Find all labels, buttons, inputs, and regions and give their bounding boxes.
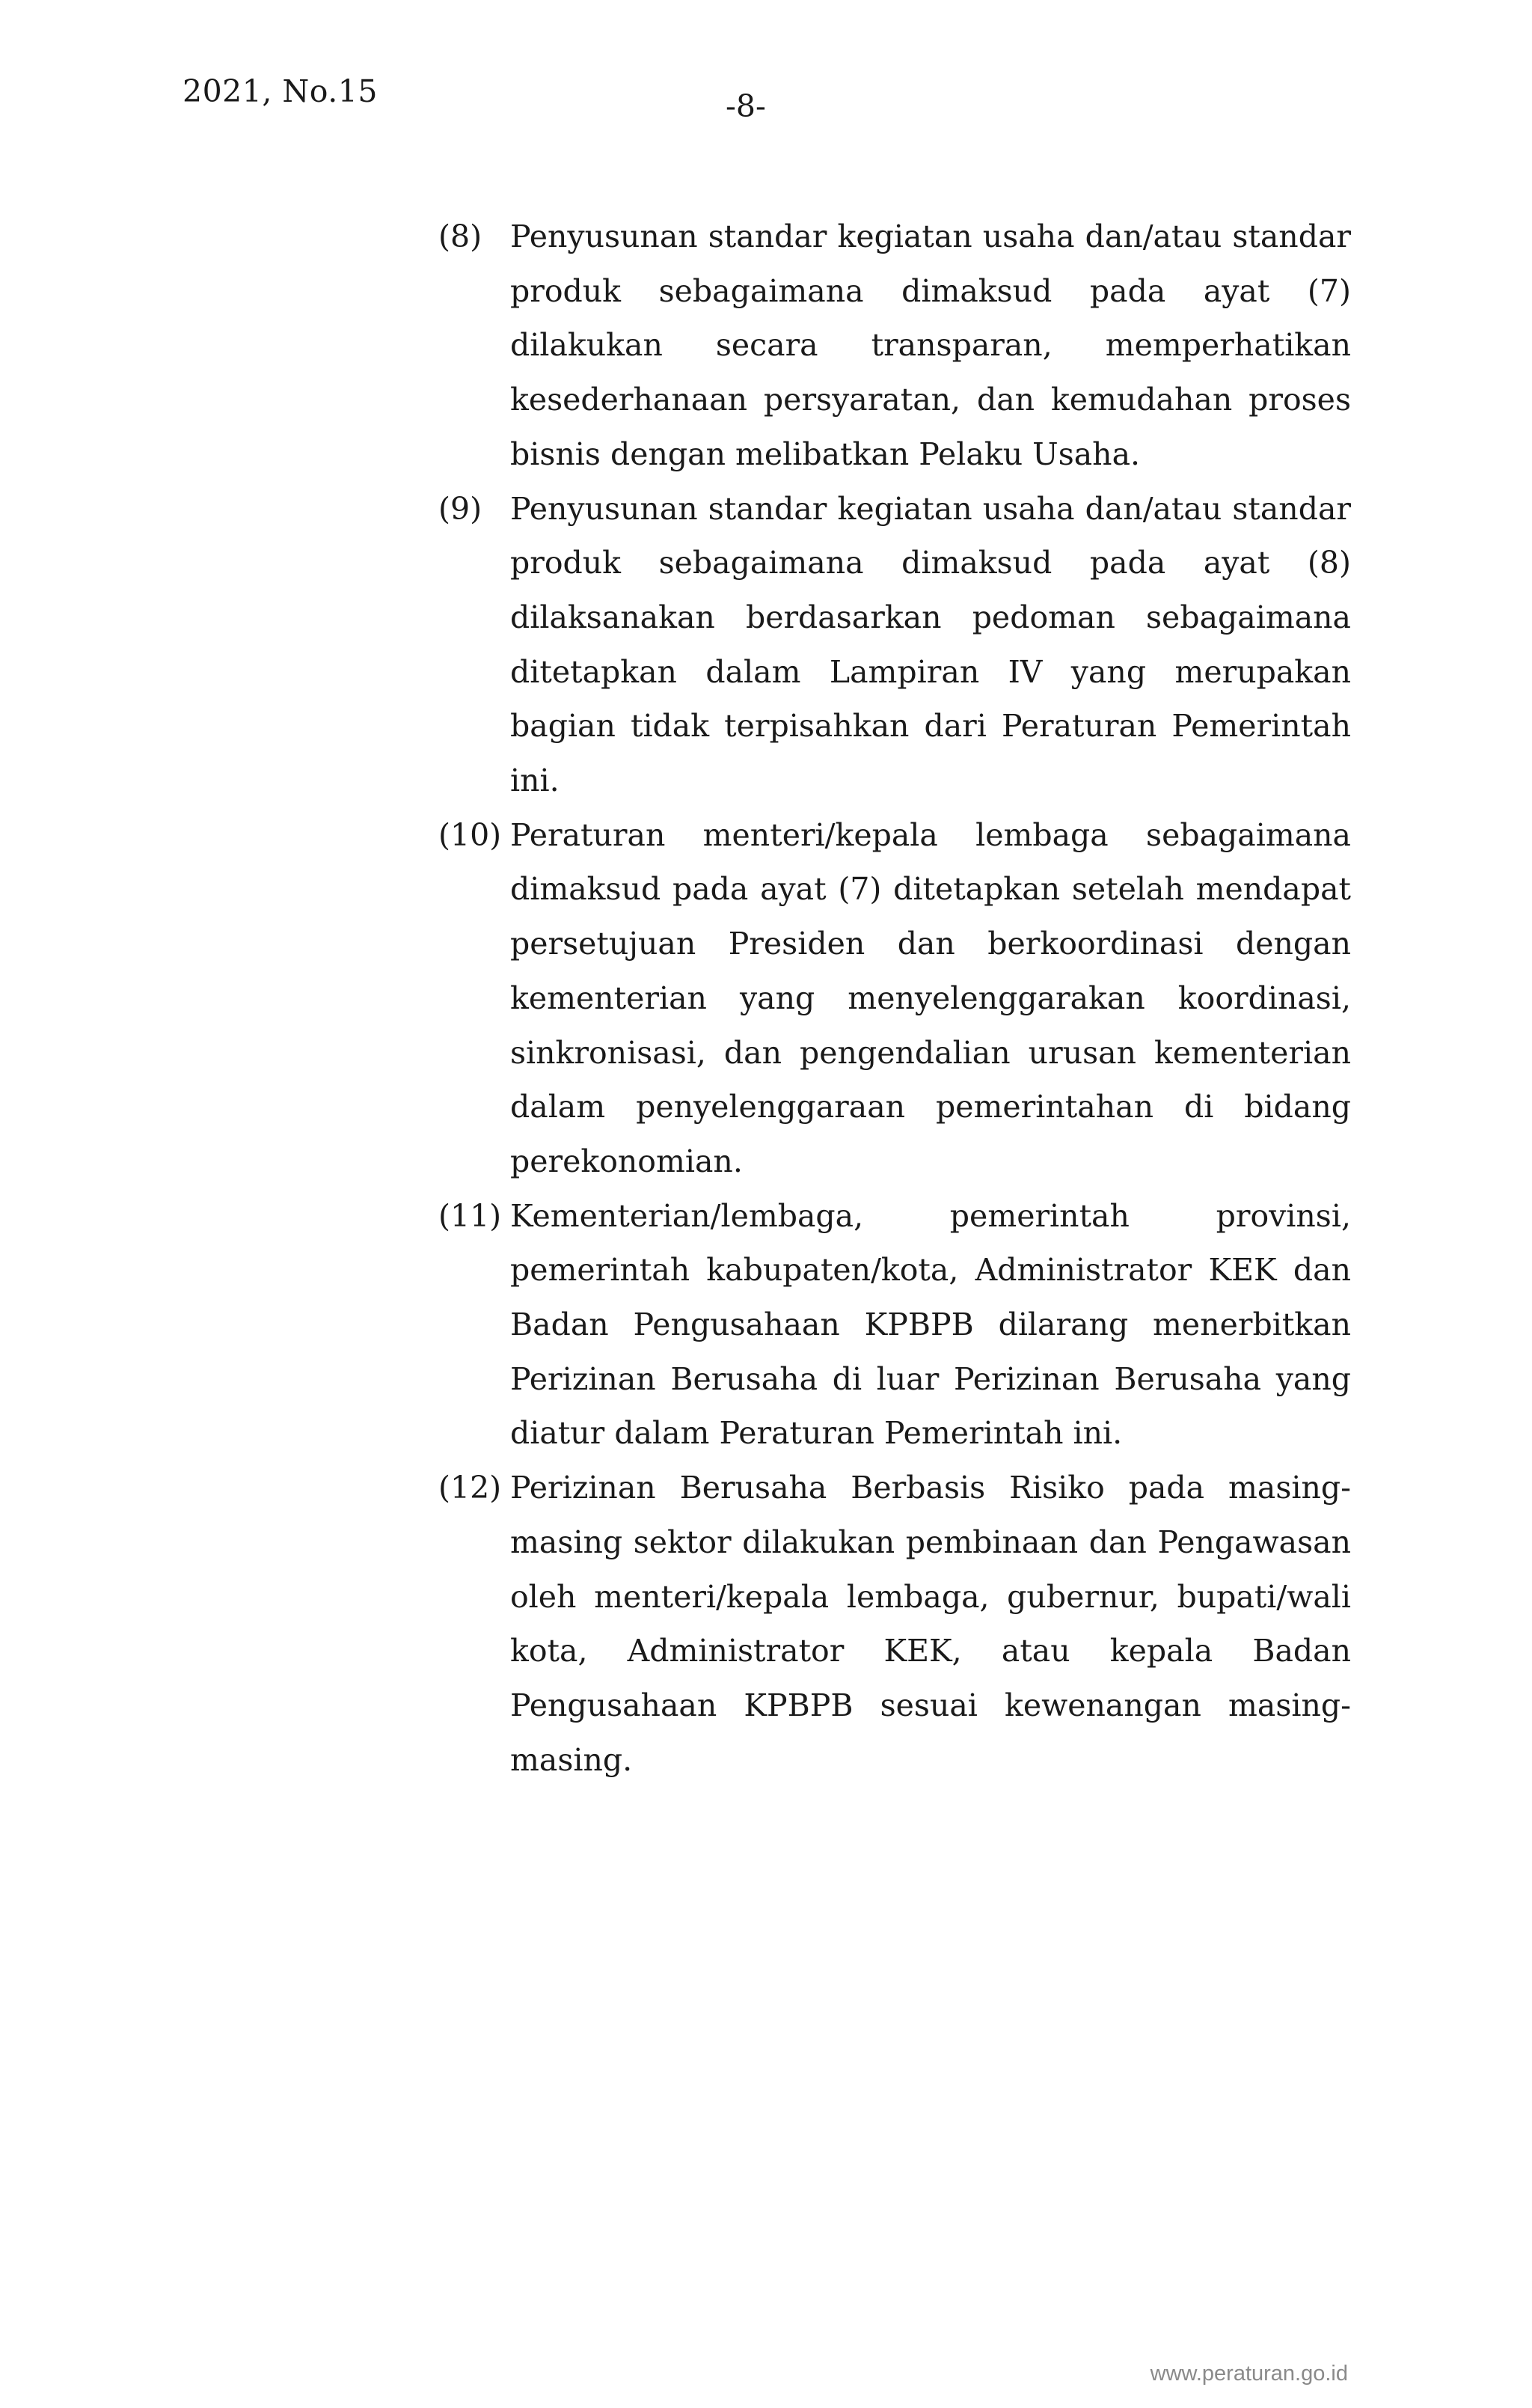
clause-text: Penyusunan standar kegiatan usaha dan/atau standar produk sebagaimana dimaksud pada ayat (7) dilakukan secara transparan, memperhatikan kesederhanaan persyaratan, dan kemudahan proses bisnis dengan melibatkan Pelaku Usaha.	[510, 219, 1351, 472]
clause-number: (8)	[438, 219, 482, 254]
clause-text: Kementerian/lembaga, pemerintah provinsi, pemerintah kabupaten/kota, Administrator KEK dan Badan Pengusahaan KPBPB dilarang menerbitkan Perizinan Berusaha di luar Perizinan Berusaha yang diatur dalam Peraturan Pemerintah ini.	[510, 1197, 1351, 1452]
clause-text: Peraturan menteri/kepala lembaga sebagaimana dimaksud pada ayat (7) ditetapkan setelah mendapat persetujuan Presiden dan berkoordinasi dengan kementerian yang menyelenggarakan koordinasi, sinkronisasi, dan pengendalian urusan kementerian dalam penyelenggaraan pemerintahan di bidang perekonomian.	[510, 816, 1351, 1179]
clause-number: (10)	[438, 816, 502, 853]
clause-8	[438, 210, 1351, 482]
clause-11	[438, 1189, 1351, 1461]
document-reference: 2021, No.15	[183, 73, 378, 109]
clause-number: (12)	[438, 1470, 502, 1506]
clause-text: Perizinan Berusaha Berbasis Risiko pada masing-masing sektor dilakukan pembinaan dan Pengawasan oleh menteri/kepala lembaga, gubernur, bupati/wali kota, Administrator KEK, atau kepala Badan Pengusahaan KPBPB sesuai kewenangan masing-masing.	[510, 1470, 1351, 1778]
clause-text: Penyusunan standar kegiatan usaha dan/atau standar produk sebagaimana dimaksud pada ayat (8) dilaksanakan berdasarkan pedoman sebagaimana ditetapkan dalam Lampiran IV yang merupakan bagian tidak terpisahkan dari Peraturan Pemerintah ini.	[510, 490, 1351, 799]
clause-12	[438, 1461, 1351, 1787]
clause-list	[438, 210, 1351, 1787]
source-watermark: www.peraturan.go.id	[1150, 2362, 1348, 2386]
clause-9	[438, 482, 1351, 808]
clause-number: (11)	[438, 1197, 502, 1234]
clause-number: (9)	[438, 490, 482, 527]
clause-10	[438, 808, 1351, 1189]
page-number: -8-	[726, 88, 766, 124]
